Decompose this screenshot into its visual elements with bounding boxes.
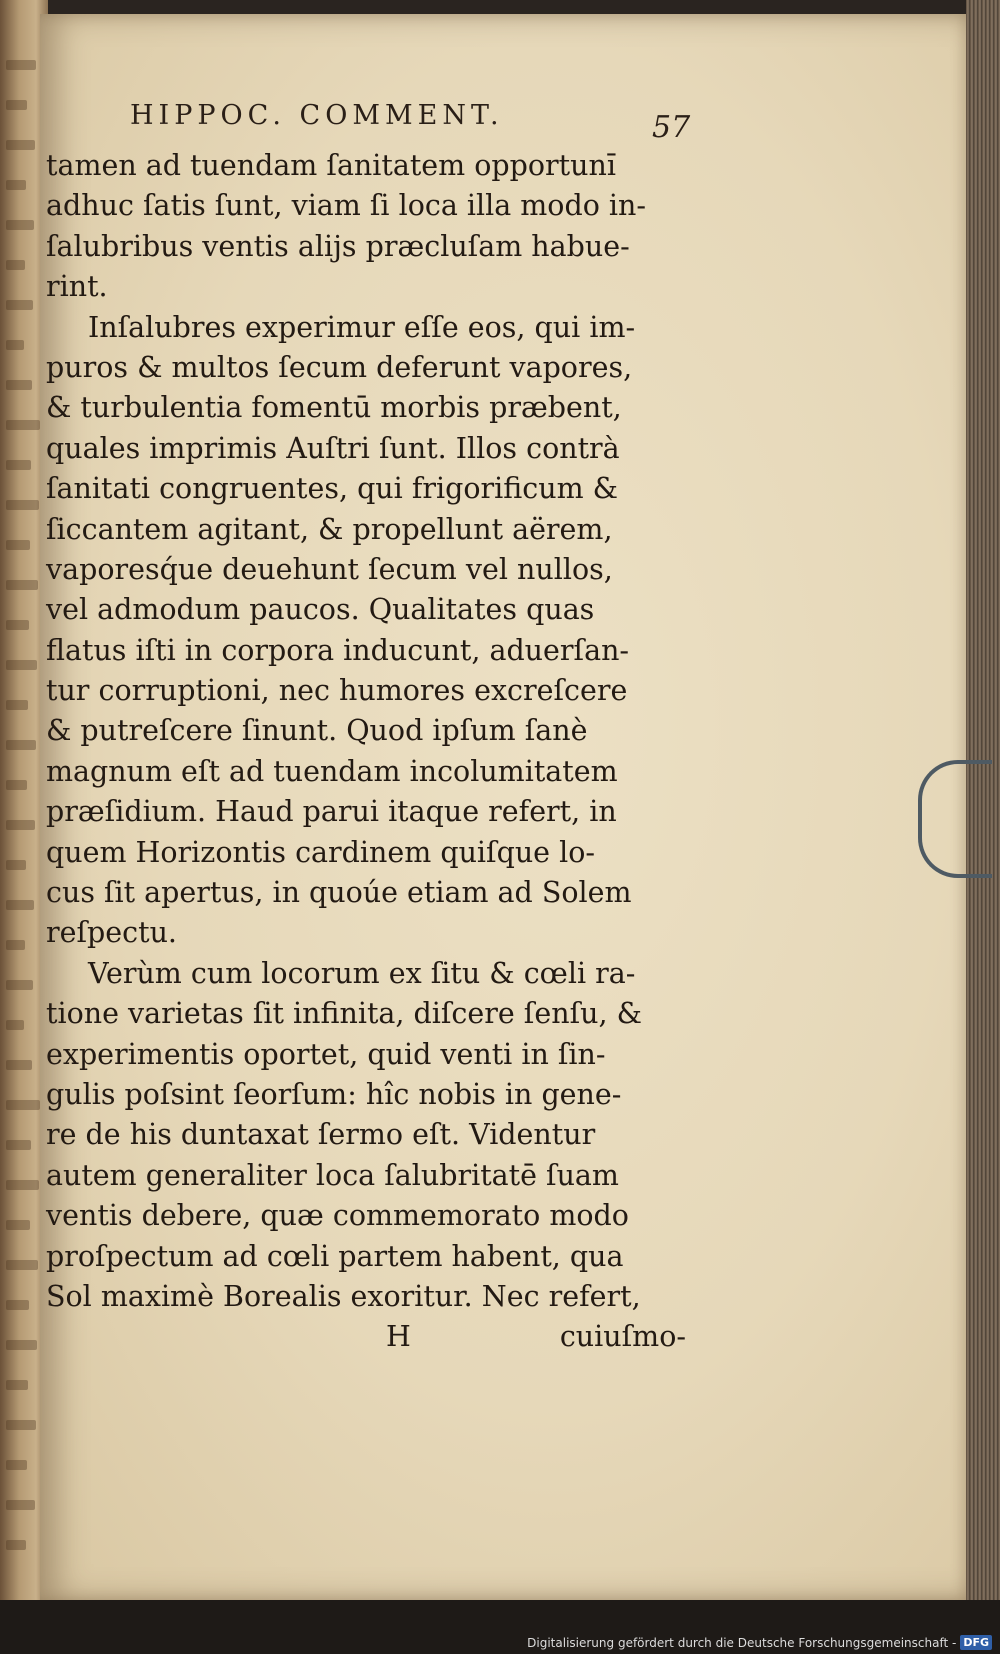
- text-line: vaporesq́ue deuehunt ſecum vel nullos,: [46, 552, 613, 586]
- facing-page-text-shadow: [6, 700, 28, 710]
- scan-footer-band: [0, 1600, 1000, 1654]
- facing-page-text-shadow: [6, 780, 27, 790]
- body-text: [46, 146, 686, 1317]
- facing-page-text-shadow: [6, 1180, 39, 1190]
- text-line: gulis poſsint ſeorſum: hîc nobis in gene-: [46, 1077, 622, 1111]
- facing-page-text-shadow: [6, 860, 26, 870]
- facing-page-text-shadow: [6, 1220, 30, 1230]
- text-line: rint.: [46, 270, 108, 304]
- bookmark-ribbon: [918, 760, 992, 878]
- facing-page-text-shadow: [6, 1060, 32, 1070]
- facing-page-text-shadow: [6, 1380, 28, 1390]
- facing-page-text-shadow: [6, 1140, 31, 1150]
- signature-mark: H: [386, 1320, 411, 1353]
- facing-page-text-shadow: [6, 1340, 37, 1350]
- text-line: ſanitati congruentes, qui frigorificum &: [46, 472, 619, 506]
- text-line: autem generaliter loca ſalubritatē ſuam: [46, 1158, 619, 1192]
- text-line: adhuc ſatis ſunt, viam ſi loca illa modo in-: [46, 189, 647, 223]
- facing-page-text-shadow: [6, 540, 30, 550]
- facing-page-text-shadow: [6, 620, 29, 630]
- facing-page-text-shadow: [6, 980, 33, 990]
- facing-page-text-shadow: [6, 940, 25, 950]
- facing-page-text-shadow: [6, 500, 39, 510]
- text-line: flatus iſti in corpora inducunt, aduerſan-: [46, 633, 630, 667]
- text-line: Verùm cum locorum ex ſitu & cœli ra-: [88, 956, 636, 990]
- facing-page-text-shadow: [6, 100, 27, 110]
- text-line: ventis debere, quæ commemorato modo: [46, 1199, 629, 1233]
- facing-page-text-shadow: [6, 380, 32, 390]
- facing-page-text-shadow: [6, 460, 31, 470]
- text-line: tur corruptioni, nec humores excreſcere: [46, 674, 628, 708]
- page-number: 57: [652, 110, 691, 145]
- facing-page-text-shadow: [6, 140, 35, 150]
- facing-page-text-shadow: [6, 220, 34, 230]
- facing-page-text-shadow: [6, 1100, 40, 1110]
- facing-page-text-shadow: [6, 300, 33, 310]
- text-line: proſpectum ad cœli partem habent, qua: [46, 1239, 624, 1273]
- facing-page-text-shadow: [6, 820, 35, 830]
- text-line: vel admodum paucos. Qualitates quas: [46, 593, 595, 627]
- digitization-credit: [527, 1635, 992, 1650]
- text-line: ſalubribus ventis alijs præcluſam habue-: [46, 229, 630, 263]
- facing-page-text-shadow: [6, 900, 34, 910]
- facing-page-text-shadow: [6, 180, 26, 190]
- text-line: ſiccantem agitant, & propellunt aërem,: [46, 512, 613, 546]
- text-line: experimentis oportet, quid venti in ſin-: [46, 1037, 606, 1071]
- text-line: quem Horizontis cardinem quiſque lo-: [46, 835, 596, 869]
- text-line: reſpectu.: [46, 916, 177, 950]
- page-footer: [46, 1320, 686, 1360]
- facing-page-text-shadow: [6, 660, 37, 670]
- text-line: & putreſcere ſinunt. Quod ipſum ſanè: [46, 714, 588, 748]
- facing-page-text-shadow: [6, 1500, 35, 1510]
- facing-page-text-shadow: [6, 60, 36, 70]
- text-line: puros & multos ſecum deferunt vapores,: [46, 350, 633, 384]
- text-line: præſidium. Haud parui itaque refert, in: [46, 795, 617, 829]
- facing-page-text-shadow: [6, 1300, 29, 1310]
- credit-text: Digitalisierung gefördert durch die Deutsche Forschungsgemeinschaft -: [527, 1635, 957, 1650]
- text-line: & turbulentia fomentū morbis præbent,: [46, 391, 622, 425]
- catchword: cuiuſmo-: [559, 1320, 686, 1353]
- text-line: Inſalubres experimur eſſe eos, qui im-: [88, 310, 636, 344]
- text-line: tione varietas ſit infinita, diſcere ſenſu, &: [46, 997, 642, 1031]
- text-line: cus ſit apertus, in quoúe etiam ad Solem: [46, 876, 632, 910]
- facing-page-text-shadow: [6, 1420, 36, 1430]
- text-line: quales imprimis Auſtri ſunt. Illos contrà: [46, 431, 620, 465]
- facing-page-text-shadow: [6, 1540, 26, 1550]
- facing-page-text-shadow: [6, 260, 25, 270]
- text-line: Sol maximè Borealis exoritur. Nec refert,: [46, 1279, 641, 1313]
- facing-page-text-shadow: [6, 1260, 38, 1270]
- facing-page-text-shadow: [6, 420, 40, 430]
- text-line: tamen ad tuendam ſanitatem opportunı̄: [46, 149, 616, 182]
- text-line: magnum eſt ad tuendam incolumitatem: [46, 754, 618, 788]
- facing-page-text-shadow: [6, 580, 38, 590]
- facing-page-text-shadow: [6, 1020, 24, 1030]
- facing-page-text-shadow: [6, 740, 36, 750]
- text-line: re de his duntaxat ſermo eſt. Videntur: [46, 1118, 596, 1152]
- running-title: HIPPOC. COMMENT.: [130, 100, 504, 131]
- facing-page-text-shadow: [6, 1460, 27, 1470]
- facing-page-text-shadow: [6, 340, 24, 350]
- dfg-logo-icon: DFG: [960, 1635, 992, 1650]
